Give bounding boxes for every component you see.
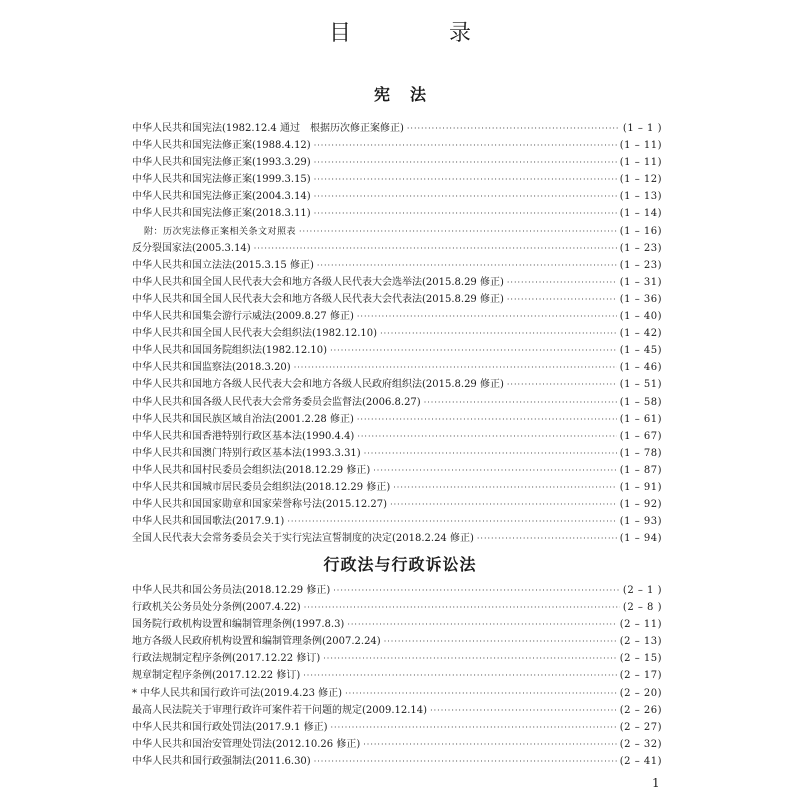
toc-leader-dots	[430, 702, 617, 719]
toc-leader-dots	[407, 120, 620, 137]
toc-entry-title: 中华人民共和国行政强制法(2011.6.30)	[132, 755, 311, 767]
toc-entry[interactable]	[132, 479, 662, 496]
toc-leader-dots	[331, 719, 617, 736]
toc-entry[interactable]	[132, 428, 662, 445]
toc-leader-dots	[345, 685, 617, 702]
toc-entry[interactable]	[132, 137, 662, 154]
toc-leader-dots	[380, 325, 617, 342]
toc-entry-page: (1 – 40)	[619, 311, 662, 323]
toc-entry-title: 中华人民共和国集会游行示威法(2009.8.27 修正)	[132, 311, 354, 323]
toc-entry[interactable]	[132, 599, 662, 616]
toc-entry-page: (2 – 17)	[619, 670, 662, 682]
toc-entry-page: (1 – 87)	[619, 464, 662, 476]
toc-entry-title: 附：历次宪法修正案相关条文对照表	[144, 226, 297, 237]
toc-leader-dots	[477, 530, 617, 547]
toc-entry-title: 中华人民共和国宪法修正案(1993.3.29)	[132, 157, 311, 169]
toc-entry-title: 中华人民共和国香港特别行政区基本法(1990.4.4)	[132, 430, 355, 442]
page-number: 1	[652, 776, 660, 790]
toc-entry-page: (1 – 13)	[619, 191, 662, 203]
toc-entry-page: (1 – 93)	[619, 516, 662, 528]
toc-entry-title: 行政机关公务员处分条例(2007.4.22)	[132, 602, 301, 614]
toc-entry-title: 中华人民共和国宪法(1982.12.4 通过 根据历次修正案修正)	[132, 123, 404, 134]
toc-entry[interactable]	[132, 736, 662, 753]
toc-entry-page: (1 – 23)	[619, 242, 662, 254]
toc-entry[interactable]	[132, 342, 662, 359]
toc-entry[interactable]	[132, 274, 662, 291]
toc-entry-title: 中华人民共和国国务院组织法(1982.12.10)	[132, 345, 328, 357]
toc-leader-dots	[393, 479, 617, 496]
toc-entry-page: (2 – 41)	[619, 755, 662, 767]
toc-entry-title: 中华人民共和国立法法(2015.3.15 修正)	[132, 259, 314, 271]
toc-leader-dots	[314, 188, 617, 205]
toc-entry-title: 中华人民共和国村民委员会组织法(2018.12.29 修正)	[132, 464, 371, 476]
toc-leader-dots	[373, 462, 617, 479]
toc-leader-dots	[254, 240, 617, 257]
toc-leader-dots	[357, 411, 617, 428]
toc-list-constitution	[132, 120, 662, 547]
toc-entry-page: (1 – 16)	[619, 225, 662, 237]
toc-leader-dots	[330, 342, 617, 359]
toc-entry-page: (1 – 42)	[619, 328, 662, 340]
toc-leader-dots	[384, 633, 617, 650]
toc-entry-page: (2 – 8 )	[622, 602, 662, 614]
toc-entry-page: (1 – 46)	[619, 362, 662, 374]
toc-leader-dots	[314, 753, 617, 770]
toc-entry-page: (1 – 14)	[619, 208, 662, 220]
toc-leader-dots	[314, 154, 617, 171]
toc-entry[interactable]	[132, 633, 662, 650]
toc-entry-page: (1 – 11)	[619, 140, 662, 152]
toc-leader-dots	[333, 582, 620, 599]
toc-entry-page: (2 – 1 )	[622, 585, 662, 596]
toc-entry-page: (1 – 23)	[619, 259, 662, 271]
toc-entry-page: (2 – 32)	[619, 738, 662, 750]
section-heading-administrative-law: 行政法与行政诉讼法	[323, 555, 477, 574]
toc-entry[interactable]	[132, 702, 662, 719]
toc-entry[interactable]	[132, 308, 662, 325]
toc-entry-title: 中华人民共和国国家勋章和国家荣誉称号法(2015.12.27)	[132, 499, 388, 511]
toc-leader-dots	[294, 359, 617, 376]
toc-leader-dots	[303, 667, 617, 684]
toc-entry-page: (1 – 94)	[619, 533, 662, 545]
toc-entry[interactable]	[132, 667, 662, 684]
toc-entry-page: (1 – 91)	[619, 481, 662, 493]
toc-entry[interactable]	[132, 223, 662, 240]
toc-entry-title: 中华人民共和国宪法修正案(1988.4.12)	[132, 140, 311, 152]
toc-leader-dots	[424, 394, 617, 411]
toc-entry-title: 地方各级人民政府机构设置和编制管理条例(2007.2.24)	[132, 636, 381, 648]
toc-leader-dots	[357, 428, 616, 445]
toc-leader-dots	[364, 445, 617, 462]
toc-entry[interactable]	[132, 188, 662, 205]
toc-entry-title: 中华人民共和国地方各级人民代表大会和地方各级人民政府组织法(2015.8.29 修正)	[132, 379, 504, 391]
toc-entry-page: (1 – 11)	[619, 157, 662, 169]
toc-entry[interactable]	[132, 719, 662, 736]
toc-entry[interactable]	[132, 513, 662, 530]
toc-entry-title: 中华人民共和国监察法(2018.3.20)	[132, 362, 291, 374]
toc-entry[interactable]	[132, 496, 662, 513]
toc-entry-page: (1 – 51)	[619, 379, 662, 391]
toc-entry-title: * 中华人民共和国行政许可法(2019.4.23 修正)	[132, 687, 343, 699]
toc-entry-title: 全国人民代表大会常务委员会关于实行宪法宣誓制度的决定(2018.2.24 修正)	[132, 533, 474, 545]
toc-entry[interactable]	[132, 257, 662, 274]
toc-entry[interactable]	[132, 205, 662, 222]
toc-leader-dots	[507, 291, 617, 308]
toc-entry[interactable]	[132, 462, 662, 479]
toc-entry-title: 最高人民法院关于审理行政许可案件若干问题的规定(2009.12.14)	[132, 704, 428, 716]
toc-leader-dots	[304, 599, 620, 616]
toc-entry-page: (1 – 61)	[619, 413, 662, 425]
toc-entry-title: 行政法规制定程序条例(2017.12.22 修订)	[132, 653, 321, 665]
toc-leader-dots	[347, 616, 616, 633]
toc-leader-dots	[314, 205, 617, 222]
toc-entry-title: 中华人民共和国宪法修正案(2004.3.14)	[132, 191, 311, 203]
toc-entry[interactable]	[132, 582, 662, 599]
toc-entry-page: (2 – 27)	[619, 721, 662, 733]
toc-entry-title: 中华人民共和国城市居民委员会组织法(2018.12.29 修正)	[132, 481, 391, 493]
toc-entry-page: (1 – 36)	[619, 293, 662, 305]
toc-entry[interactable]	[132, 411, 662, 428]
toc-entry-page: (1 – 58)	[619, 396, 662, 408]
toc-entry-page: (1 – 1 )	[622, 123, 662, 134]
toc-entry-title: 中华人民共和国各级人民代表大会常务委员会监督法(2006.8.27)	[132, 396, 421, 408]
toc-entry-title: 中华人民共和国公务员法(2018.12.29 修正)	[132, 585, 331, 596]
toc-entry[interactable]	[132, 376, 662, 393]
toc-entry[interactable]	[132, 530, 662, 547]
toc-leader-dots	[317, 257, 617, 274]
toc-entry-title: 反分裂国家法(2005.3.14)	[132, 242, 251, 254]
toc-entry-title: 中华人民共和国行政处罚法(2017.9.1 修正)	[132, 721, 328, 733]
toc-entry-page: (1 – 78)	[619, 447, 662, 459]
toc-entry[interactable]	[132, 240, 662, 257]
toc-entry-title: 中华人民共和国澳门特别行政区基本法(1993.3.31)	[132, 447, 361, 459]
toc-entry[interactable]	[132, 445, 662, 462]
toc-entry-title: 中华人民共和国国歌法(2017.9.1)	[132, 516, 285, 528]
toc-entry-title: 中华人民共和国宪法修正案(2018.3.11)	[132, 208, 311, 220]
toc-entry-title: 中华人民共和国民族区域自治法(2001.2.28 修正)	[132, 413, 354, 425]
toc-entry-page: (1 – 31)	[619, 276, 662, 288]
toc-leader-dots	[507, 274, 617, 291]
toc-entry-title: 中华人民共和国宪法修正案(1999.3.15)	[132, 174, 311, 186]
toc-entry[interactable]	[132, 359, 662, 376]
toc-entry-title: 中华人民共和国全国人民代表大会组织法(1982.12.10)	[132, 328, 378, 340]
section-heading-constitution: 宪法	[373, 85, 446, 104]
toc-entry-page: (2 – 20)	[619, 687, 662, 699]
toc-entry[interactable]	[132, 685, 662, 702]
toc-entry-title: 国务院行政机构设置和编制管理条例(1997.8.3)	[132, 619, 345, 631]
toc-entry-page: (2 – 13)	[619, 636, 662, 648]
toc-entry[interactable]	[132, 616, 662, 633]
toc-entry-title: 中华人民共和国全国人民代表大会和地方各级人民代表大会代表法(2015.8.29 修正)	[132, 293, 504, 305]
toc-entry-page: (2 – 26)	[619, 704, 662, 716]
toc-entry-page: (2 – 15)	[619, 653, 662, 665]
toc-entry[interactable]	[132, 394, 662, 411]
toc-entry[interactable]	[132, 650, 662, 667]
toc-entry-title: 中华人民共和国全国人民代表大会和地方各级人民代表大会选举法(2015.8.29 修正)	[132, 276, 504, 288]
toc-leader-dots	[287, 513, 616, 530]
toc-entry[interactable]	[132, 120, 662, 137]
toc-list-administrative-law	[132, 582, 662, 770]
toc-entry[interactable]	[132, 753, 662, 770]
toc-leader-dots	[507, 376, 617, 393]
toc-entry[interactable]	[132, 171, 662, 188]
page-title: 目 录	[328, 21, 509, 46]
toc-leader-dots	[299, 223, 617, 240]
toc-leader-dots	[323, 650, 617, 667]
toc-entry-page: (1 – 45)	[619, 345, 662, 357]
toc-leader-dots	[357, 308, 617, 325]
toc-leader-dots	[314, 137, 617, 154]
toc-entry[interactable]	[132, 291, 662, 308]
toc-entry-page: (1 – 12)	[619, 174, 662, 186]
toc-entry[interactable]	[132, 154, 662, 171]
toc-entry-page: (1 – 67)	[619, 430, 662, 442]
toc-entry-page: (2 – 11)	[619, 619, 662, 631]
toc-leader-dots	[363, 736, 617, 753]
toc-leader-dots	[314, 171, 617, 188]
toc-leader-dots	[390, 496, 617, 513]
toc-entry-title: 规章制定程序条例(2017.12.22 修订)	[132, 670, 301, 682]
toc-entry[interactable]	[132, 325, 662, 342]
toc-entry-title: 中华人民共和国治安管理处罚法(2012.10.26 修正)	[132, 738, 361, 750]
toc-entry-page: (1 – 92)	[619, 499, 662, 511]
